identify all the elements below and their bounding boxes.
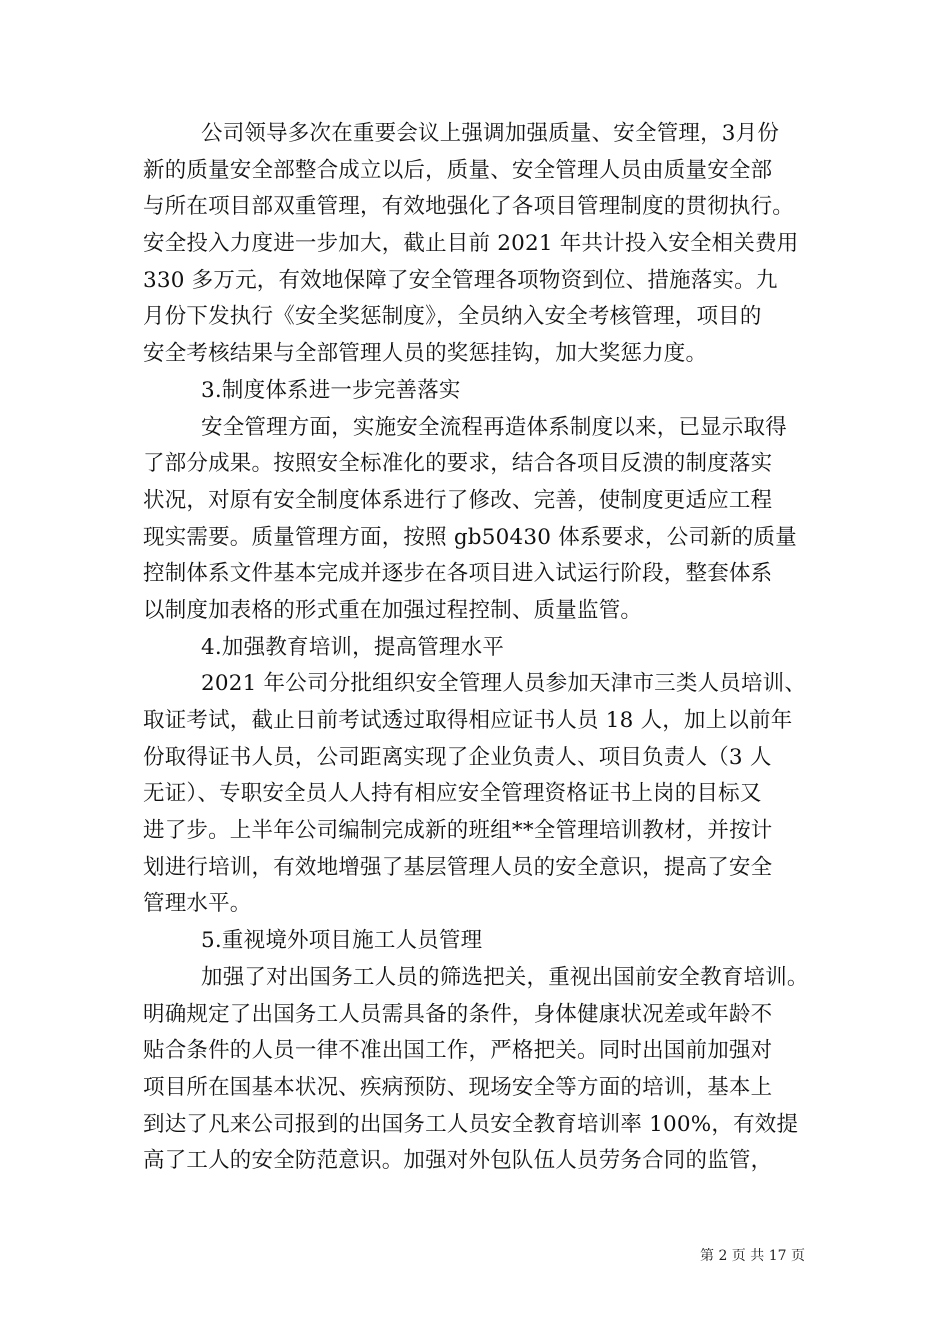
paragraph-line: 进了步。上半年公司编制完成新的班组**全管理培训教材，并按计 [143,818,773,844]
paragraph-line: 份取得证书人员，公司距离实现了企业负责人、项目负责人（3 人 [143,744,772,770]
paragraph-line: 安全考核结果与全部管理人员的奖惩挂钩，加大奖惩力度。 [143,341,708,367]
paragraph-line: 与所在项目部双重管理，有效地强化了各项目管理制度的贯彻执行。 [143,194,795,220]
paragraph-line: 公司领导多次在重要会议上强调加强质量、安全管理，3月份 [201,121,780,146]
section-heading: 4.加强教育培训，提高管理水平 [201,634,505,660]
paragraph-line: 了部分成果。按照安全标准化的要求，结合各项目反溃的制度落实 [143,451,773,477]
paragraph-line: 划进行培训，有效地增强了基层管理人员的安全意识，提高了安全 [143,854,773,880]
paragraph-line: 状况，对原有安全制度体系进行了修改、完善，使制度更适应工程 [143,487,773,513]
paragraph-line: 明确规定了出国务工人员需具备的条件，身体健康状况差或年龄不 [143,1001,773,1027]
paragraph-line: 安全投入力度进一步加大，截止目前 2021 年共计投入安全相关费用 [143,231,799,257]
paragraph-line: 无证）、专职安全员人人持有相应安全管理资格证书上岗的目标又 [143,781,762,807]
paragraph-line: 贴合条件的人员一律不准出国工作，严格把关。同时出国前加强对 [143,1038,773,1064]
paragraph-line: 高了工人的安全防范意识。加强对外包队伍人员劳务合同的监管， [143,1148,773,1174]
paragraph-line: 加强了对出国务工人员的筛选把关，重视出国前安全教育培训。 [201,964,809,990]
paragraph-line: 月份下发执行《安全奖惩制度》，全员纳入安全考核管理，项目的 [143,304,762,330]
paragraph-line: 到达了凡来公司报到的出国务工人员安全教育培训率 100%，有效提 [143,1111,799,1137]
paragraph-line: 2021 年公司分批组织安全管理人员参加天津市三类人员培训、 [201,671,807,697]
paragraph-line: 控制体系文件基本完成并逐步在各项目进入试运行阶段，整套体系 [143,561,773,587]
document-body [143,116,807,1180]
section-heading: 5.重视境外项目施工人员管理 [201,928,483,954]
paragraph-line: 330 多万元，有效地保障了安全管理各项物资到位、措施落实。九 [143,267,778,293]
paragraph-line: 新的质量安全部整合成立以后，质量、安全管理人员由质量安全部 [143,157,773,183]
paragraph-line: 以制度加表格的形式重在加强过程控制、质量监管。 [143,597,643,623]
paragraph-line: 安全管理方面，实施安全流程再造体系制度以来，已显示取得 [201,414,787,440]
section-heading: 3.制度体系进一步完善落实 [201,377,461,403]
paragraph-line: 现实需要。质量管理方面，按照 gb50430 体系要求，公司新的质量 [143,524,797,550]
paragraph-line: 项目所在国基本状况、疾病预防、现场安全等方面的培训，基本上 [143,1074,773,1100]
page-number-footer: 第 2 页 共 17 页 [700,1248,805,1264]
paragraph-line: 管理水平。 [143,891,252,917]
paragraph-line: 取证考试，截止日前考试透过取得相应证书人员 18 人，加上以前年 [143,708,793,733]
